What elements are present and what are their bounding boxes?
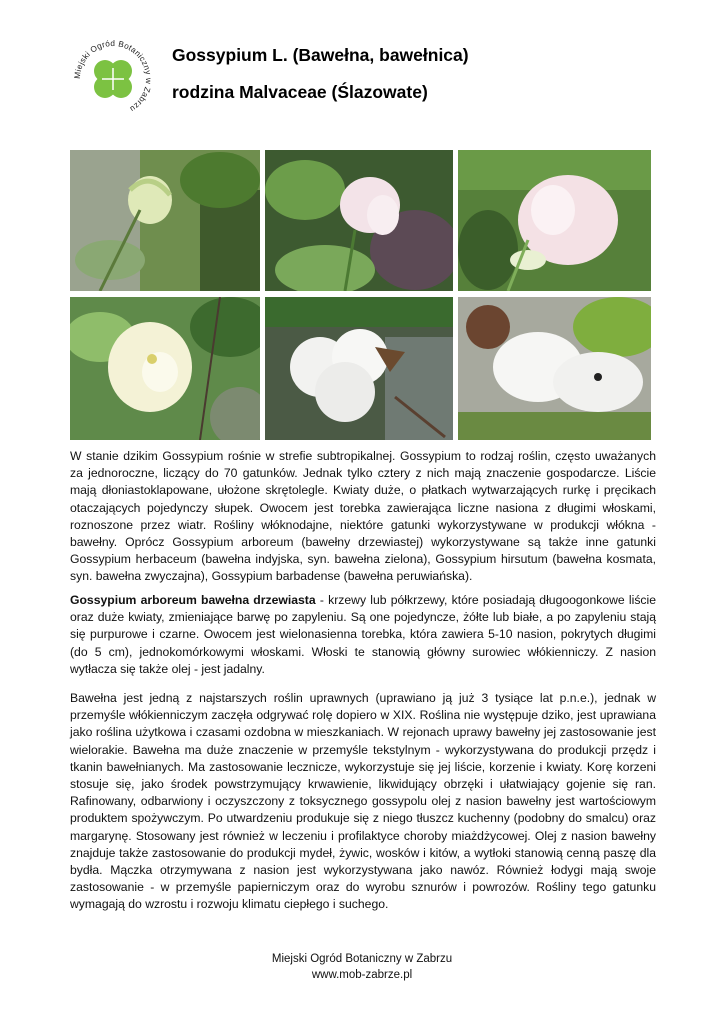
footer-org: Miejski Ogród Botaniczny w Zabrzu: [271, 953, 453, 965]
page-subtitle: rodzina Malvaceae (Ślazowate): [172, 82, 428, 102]
paragraph-uses: [70, 690, 656, 914]
paragraph-arboreum: [70, 592, 656, 678]
page-title: Gossypium L. (Bawełna, bawełnica): [172, 45, 469, 65]
species-name: Gossypium arboreum bawełna drzewiasta: [70, 593, 316, 607]
botanical-garden-logo: [72, 38, 154, 120]
photo-open-pink-flower: [458, 150, 651, 291]
logo-text: Miejski Ogród Botaniczny w Zabrzu: [72, 38, 154, 114]
photo-cream-flower: [70, 297, 260, 440]
photo-opened-cotton-boll: [458, 297, 651, 440]
paragraph-text: W stanie dzikim Gossypium rośnie w strefie subtropikalnej. Gossypium to rodzaj roślin, często uważanych za jednoroczne, liczący do 70 gatunków. Jednak tylko cztery z nich mają znaczenie gospodarcze. Liście mają dłoniastoklapowane, ułożone skrętolegle. Kwiaty duże, o płatkach wytwarzających rurkę i pręcikach otaczających pojedynczy słupek. Owocem jest torebka zawierająca liczne nasiona z długimi włoskami, roznoszone przez wiatr. Rośliny włóknodajne, niektóre gatunki wykorzystywane w produkcji włókna - bawełny. Oprócz Gossypium arboreum (bawełny drzewiastej) wykorzystywane są także inne gatunki Gossypium herbaceum (bawełna indyjska, syn. bawełna zielona), Gossypium hirsutum (bawełna kosmata, syn. bawełna zwyczajna), Gossypium barbadense (bawełna peruwiańska).: [70, 449, 656, 584]
photo-pink-flower: [265, 150, 453, 291]
paragraph-text: Bawełna jest jedną z najstarszych roślin uprawnych (uprawiano ją już 3 tysiące lat p.n.e.), jednak w przemyśle włókienniczym zaczęła odgrywać rolę dopiero w XIX. Roślina nie występuje dziko, jest uprawiana jako roślina użytkowa i czasami ozdobna w mieszkaniach. W rejonach uprawy bawełny jej zastosowanie jest wielorakie. Bawełna ma duże znaczenie w przemyśle tekstylnym - wykorzystywana do produkcji przędz i tkanin bawełnianych. Ma zastosowanie lecznicze, wykorzystuje się jej liście, korzenie i kwiaty. Korę korzeni stosuje się, jako środek powstrzymujący krwawienie, likwidujący obrzęki i ułatwiający gojenie się ran. Rafinowany, odbarwiony i oczyszczony z toksycznego gossypolu olej z nasion bawełny jest wartościowym produktem spożywczym. Po utwardzeniu produkuje się z niego tłuszcz kuchenny (podobny do smalcu) oraz margarynę. Stosowany jest również w leczeniu i profilaktyce choroby miażdżycowej. Olej z nasion bawełny znajduje także zastosowanie do produkcji mydeł, żywic, wosków i kitów, a wytłoki stanowią cenną paszę dla bydła. Mączka otrzymywana z nasion jest wykorzystywana jako nawóz. Również łodygi mają swoje zastosowanie - w przemyśle papierniczym oraz do wyrobu sznurów i powrozów. Rośliny tego gatunku wymagają do wzrostu i rozwoju klimatu ciepłego i suchego.: [70, 691, 656, 912]
paragraph-text: - krzewy lub półkrzewy, które posiadają długoogonkowe liście oraz duże kwiaty, zmieniające barwę po zapyleniu. Są one pojedyncze, żółte lub białe, a po zapyleniu stają się purpurowe i czarne. Owocem jest wielonasienna torebka, która zawiera 5-10 nasion, pokrytych długimi (do 5 cm), jednokomórkowymi włoskami. Włoski te stanowią główny surowiec włókienniczy. Z nasion wytłacza się także olej - jest jadalny.: [70, 593, 656, 676]
footer: [0, 951, 724, 983]
paragraph-intro: [70, 448, 656, 586]
photo-cotton-bud: [70, 150, 260, 291]
footer-url: www.mob-zabrze.pl: [311, 969, 413, 981]
clover-leaf-icon: [94, 60, 132, 98]
photo-cotton-boll: [265, 297, 453, 440]
photo-gallery: [70, 150, 651, 440]
